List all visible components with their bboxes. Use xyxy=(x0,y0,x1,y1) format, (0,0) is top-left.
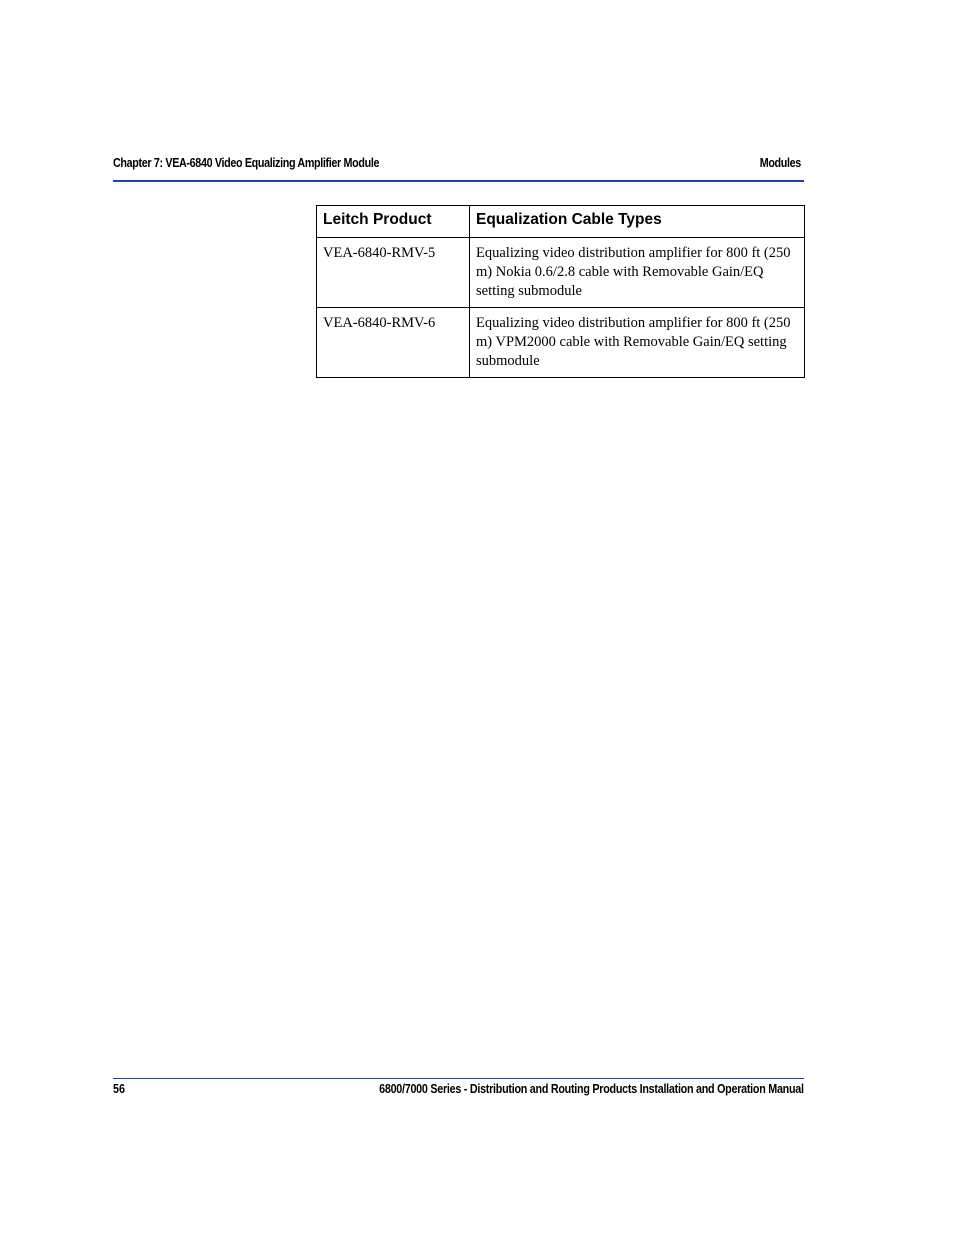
footer-rule xyxy=(113,1078,804,1079)
running-header xyxy=(113,153,803,177)
column-header-product: Leitch Product xyxy=(317,206,470,238)
description-cell: Equalizing video distribution amplifier for 800 ft (250 m) Nokia 0.6/2.8 cable with Removable Gain/EQ setting submodule xyxy=(470,238,805,308)
table-row xyxy=(317,308,805,378)
table-row xyxy=(317,238,805,308)
description-cell: Equalizing video distribution amplifier for 800 ft (250 m) VPM2000 cable with Removable Gain/EQ setting submodule xyxy=(470,308,805,378)
header-rule xyxy=(113,180,804,182)
table-header-row xyxy=(317,206,805,238)
column-header-cable-types: Equalization Cable Types xyxy=(470,206,805,238)
page-number: 56 xyxy=(113,1082,125,1096)
chapter-title: Chapter 7: VEA-6840 Video Equalizing Amplifier Module xyxy=(113,156,380,170)
product-cell: VEA-6840-RMV-5 xyxy=(317,238,470,308)
section-title: Modules xyxy=(759,156,801,170)
manual-title: 6800/7000 Series - Distribution and Routing Products Installation and Operation Manual xyxy=(379,1082,804,1096)
cable-types-table xyxy=(316,205,805,378)
product-cell: VEA-6840-RMV-6 xyxy=(317,308,470,378)
